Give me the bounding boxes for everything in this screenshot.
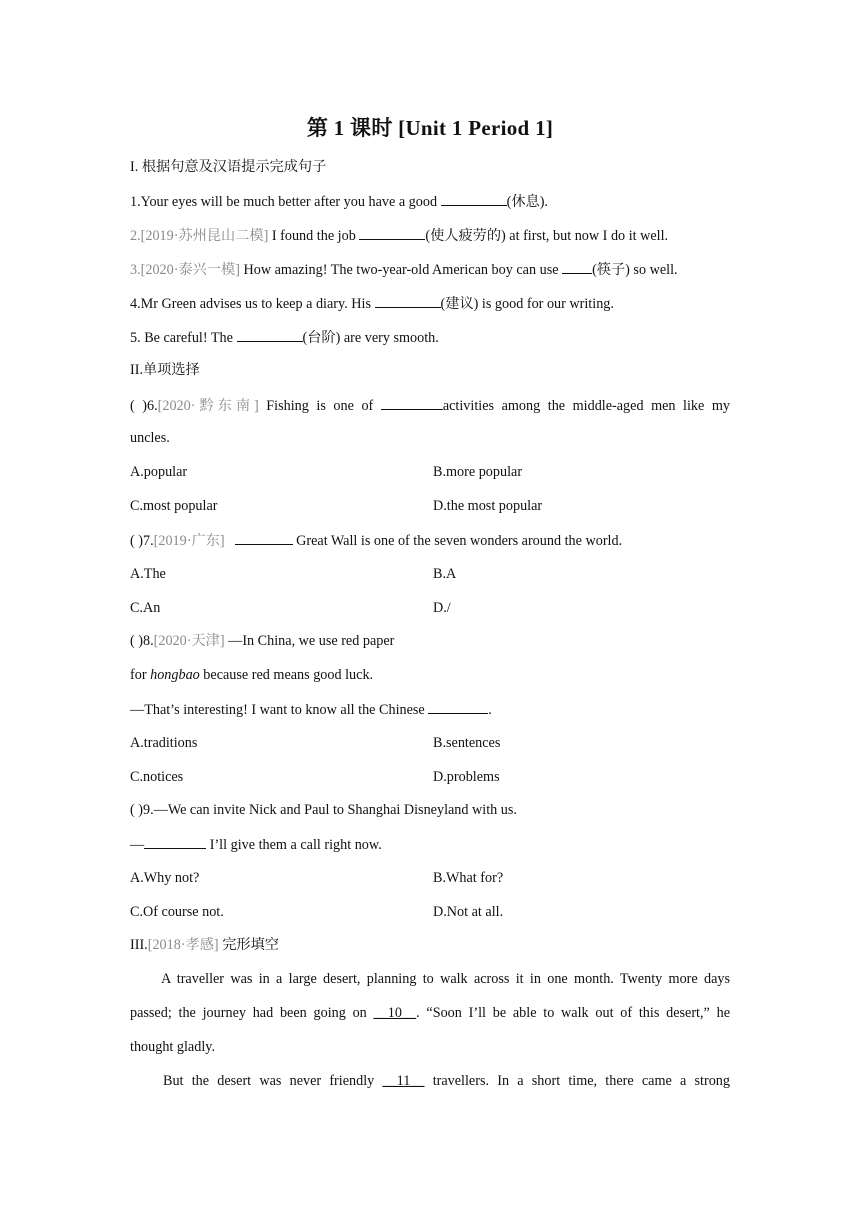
option-a[interactable]: A.Why not? <box>130 870 200 886</box>
question-text: Fishing is one of <box>258 398 381 414</box>
answer-blank[interactable] <box>237 328 303 342</box>
question-1 <box>130 192 548 211</box>
section-1-heading: I. 根据句意及汉语提示完成句子 <box>130 159 327 175</box>
question-text: How amazing! The two-year-old American boy can use <box>239 262 563 278</box>
option-a[interactable]: A.traditions <box>130 735 198 751</box>
question-3 <box>130 260 678 279</box>
passage-line-1: A traveller was in a large desert, planning to walk across it in one month. Twenty more days <box>161 971 730 987</box>
source-tag: [2019·广东] <box>153 533 225 549</box>
passage-line-3: thought gladly. <box>130 1039 215 1055</box>
question-text: (使人疲劳的) at first, but now I do it well. <box>425 228 669 244</box>
page-title: 第 1 课时 [Unit 1 Period 1] <box>306 116 554 140</box>
question-5 <box>130 328 439 347</box>
source-tag: [2018·孝感] <box>147 937 219 953</box>
section-2-heading: II.单项选择 <box>130 362 200 378</box>
answer-blank[interactable] <box>359 226 425 240</box>
question-paren: ( )7. <box>130 533 154 549</box>
question-text: (建议) is good for our writing. <box>440 296 614 312</box>
question-8 <box>130 632 394 650</box>
passage-line-2 <box>130 1004 730 1022</box>
option-d[interactable]: D.problems <box>433 769 500 785</box>
option-d[interactable]: D.the most popular <box>433 498 543 514</box>
answer-blank[interactable] <box>381 396 443 410</box>
answer-blank[interactable] <box>375 294 441 308</box>
source-tag: [2020·黔东南] <box>157 398 259 414</box>
question-7 <box>130 531 622 550</box>
question-8-line-3 <box>130 700 492 719</box>
answer-blank[interactable] <box>562 260 592 274</box>
option-c[interactable]: C.most popular <box>130 498 218 514</box>
question-text: 4.Mr Green advises us to keep a diary. His <box>130 296 375 312</box>
question-text: 1.Your eyes will be much better after you have a good <box>130 194 441 210</box>
question-text: 5. Be careful! The <box>130 330 237 346</box>
cloze-blank-11[interactable]: __11__ <box>382 1073 425 1089</box>
question-text: activities among the middle-aged men like my <box>442 398 730 414</box>
question-text: —In China, we use red paper <box>224 633 395 649</box>
option-a[interactable]: A.The <box>130 566 166 582</box>
question-paren: ( )8. <box>130 633 154 649</box>
source-tag: 3.[2020·泰兴一模] <box>130 262 240 278</box>
question-text: because red means good luck. <box>199 667 374 683</box>
question-text: (筷子) so well. <box>592 262 678 278</box>
answer-blank[interactable] <box>144 835 206 849</box>
question-text: (休息). <box>506 194 548 210</box>
question-2 <box>130 226 668 245</box>
passage-text: . “Soon I’ll be able to walk out of this desert,” he <box>416 1005 730 1021</box>
question-text: (台阶) are very smooth. <box>302 330 439 346</box>
option-b[interactable]: B.more popular <box>433 464 523 480</box>
question-6-continued: uncles. <box>130 430 170 446</box>
option-c[interactable]: C.An <box>130 600 161 616</box>
option-b[interactable]: B.sentences <box>433 735 501 751</box>
section-title: 完形填空 <box>218 937 279 953</box>
option-c[interactable]: C.notices <box>130 769 184 785</box>
section-3-heading <box>130 936 279 954</box>
option-b[interactable]: B.What for? <box>433 870 504 886</box>
question-text: for <box>130 667 151 683</box>
question-text: — <box>130 837 145 853</box>
answer-blank[interactable] <box>441 192 507 206</box>
question-text: Great Wall is one of the seven wonders around the world. <box>292 533 623 549</box>
question-6 <box>130 396 730 415</box>
answer-blank[interactable] <box>235 531 293 545</box>
option-c[interactable]: C.Of course not. <box>130 904 224 920</box>
question-8-line-2 <box>130 666 373 684</box>
section-number: III. <box>130 937 148 953</box>
question-text: —We can invite Nick and Paul to Shanghai Disneyland with us. <box>153 802 517 818</box>
passage-text: But the desert was never friendly <box>163 1073 383 1089</box>
passage-text: passed; the journey had been going on <box>130 1005 374 1021</box>
source-tag: [2020·天津] <box>153 633 225 649</box>
passage-text: travellers. In a short time, there came a strong <box>424 1073 730 1089</box>
question-9 <box>130 801 517 819</box>
option-d[interactable]: D./ <box>433 600 451 616</box>
question-text: —That’s interesting! I want to know all the Chinese <box>130 702 429 718</box>
answer-blank[interactable] <box>428 700 488 714</box>
option-b[interactable]: B.A <box>433 566 457 582</box>
question-9-line-2 <box>130 835 382 854</box>
option-d[interactable]: D.Not at all. <box>433 904 504 920</box>
cloze-blank-10[interactable]: __10__ <box>373 1005 417 1021</box>
passage-line-4 <box>163 1072 730 1090</box>
question-text: I’ll give them a call right now. <box>206 837 382 853</box>
source-tag: 2.[2019·苏州昆山二模] <box>130 228 269 244</box>
question-text: I found the job <box>268 228 360 244</box>
question-paren: ( )6. <box>130 398 158 414</box>
question-paren: ( )9. <box>130 802 154 818</box>
italic-term: hongbao <box>150 667 200 683</box>
question-text: . <box>488 702 492 718</box>
question-4 <box>130 294 614 313</box>
option-a[interactable]: A.popular <box>130 464 188 480</box>
